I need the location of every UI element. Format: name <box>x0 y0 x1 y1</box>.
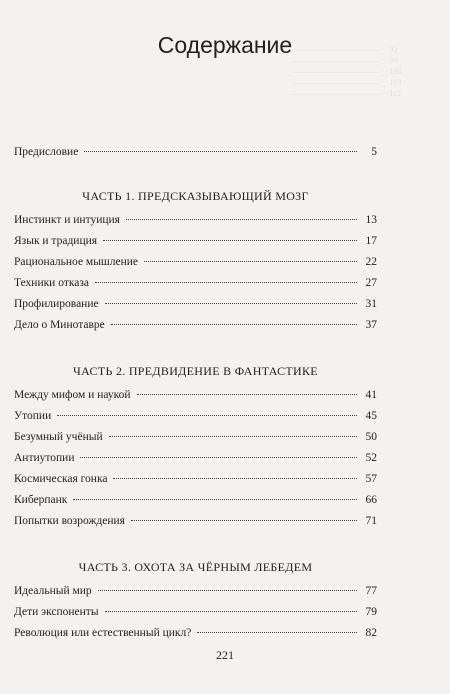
toc-entry-page: 31 <box>365 298 377 310</box>
toc-entry[interactable] <box>14 256 377 277</box>
dot-leader <box>137 394 357 395</box>
toc-entry-label: Попытки возрождения <box>14 515 125 527</box>
toc-entry-page: 17 <box>365 235 377 247</box>
toc-entry[interactable] <box>14 494 377 515</box>
dot-leader <box>197 632 357 633</box>
toc-entry-label: Язык и традиция <box>14 235 98 247</box>
toc-entry-label: Рациональное мышление <box>14 256 139 268</box>
toc-entry[interactable] <box>14 319 377 340</box>
dot-leader <box>131 520 357 521</box>
toc-entry-label: Техники отказа <box>14 277 90 289</box>
dot-leader <box>105 611 357 612</box>
dot-leader <box>105 303 357 304</box>
toc-entry[interactable] <box>14 410 377 431</box>
toc-entry-preface[interactable] <box>14 146 377 167</box>
toc-entry[interactable] <box>14 431 377 452</box>
part-heading-2: ЧАСТЬ 2. ПРЕДВИДЕНИЕ В ФАНТАСТИКЕ <box>73 364 318 378</box>
toc-entry-label: Дети экспоненты <box>14 606 99 618</box>
toc-entry-label: Между мифом и наукой <box>14 389 131 401</box>
dot-leader <box>144 261 357 262</box>
toc-entry-page: 5 <box>371 146 377 158</box>
toc-entry-label: Космическая гонка <box>14 473 108 485</box>
toc-entry[interactable] <box>14 585 377 606</box>
toc-entry-page: 79 <box>365 606 377 618</box>
dot-leader <box>111 324 357 325</box>
toc-entry[interactable] <box>14 515 377 536</box>
toc-entry[interactable] <box>14 606 377 627</box>
dot-leader <box>103 240 357 241</box>
toc-entry[interactable] <box>14 473 377 494</box>
dot-leader <box>95 282 357 283</box>
page-title: Содержание <box>157 32 293 58</box>
toc-entry-page: 13 <box>365 214 377 226</box>
toc-entry-label: Утопии <box>14 410 52 422</box>
dot-leader <box>84 151 357 152</box>
dot-leader <box>57 415 357 416</box>
toc-entry-page: 52 <box>365 452 377 464</box>
page-number: 221 <box>216 648 234 662</box>
toc-entry-page: 22 <box>365 256 377 268</box>
toc-entry[interactable] <box>14 298 377 319</box>
toc-entry[interactable] <box>14 214 377 235</box>
toc-entry-label: Профилирование <box>14 298 99 310</box>
toc-entry-label: Киберпанк <box>14 494 68 506</box>
toc-entry-page: 45 <box>365 410 377 422</box>
toc-entry-page: 37 <box>365 319 377 331</box>
toc-entry-label: Предисловие <box>14 146 79 158</box>
toc-entry-label: Безумный учёный <box>14 431 103 443</box>
toc-entry-label: Антиутопии <box>14 452 75 464</box>
toc-entry-page: 71 <box>365 515 377 527</box>
toc-entry-label: Революция или естественный цикл? <box>14 627 192 639</box>
dot-leader <box>109 436 357 437</box>
dot-leader <box>126 219 357 220</box>
toc-entry-page: 77 <box>365 585 377 597</box>
toc-entry-page: 41 <box>365 389 377 401</box>
toc-entry-page: 27 <box>365 277 377 289</box>
toc-entry-label: Дело о Минотавре <box>14 319 105 331</box>
toc-entry[interactable] <box>14 627 377 648</box>
toc-entry[interactable] <box>14 389 377 410</box>
toc-entry-label: Инстинкт и интуиция <box>14 214 120 226</box>
toc-entry[interactable] <box>14 235 377 256</box>
dot-leader <box>98 590 357 591</box>
toc-entry[interactable] <box>14 452 377 473</box>
toc-entry-page: 66 <box>365 494 377 506</box>
table-of-contents <box>14 146 377 648</box>
toc-entry-label: Идеальный мир <box>14 585 92 597</box>
toc-entry-page: 50 <box>365 431 377 443</box>
toc-entry-page: 82 <box>365 627 377 639</box>
part-heading-1: ЧАСТЬ 1. ПРЕДСКАЗЫВАЮЩИЙ МОЗГ <box>82 189 309 203</box>
toc-entry-page: 57 <box>365 473 377 485</box>
dot-leader <box>73 499 357 500</box>
dot-leader <box>80 457 357 458</box>
dot-leader <box>113 478 357 479</box>
part-heading-3: ЧАСТЬ 3. ОХОТА ЗА ЧЁРНЫМ ЛЕБЕДЕМ <box>78 560 313 574</box>
toc-entry[interactable] <box>14 277 377 298</box>
show-through-text: ——————————— ·· 92 ——————————— ·· 94 ——————————— ·· 106 ——————————— ·· 110 ——————————— ·· 112 <box>292 45 402 98</box>
